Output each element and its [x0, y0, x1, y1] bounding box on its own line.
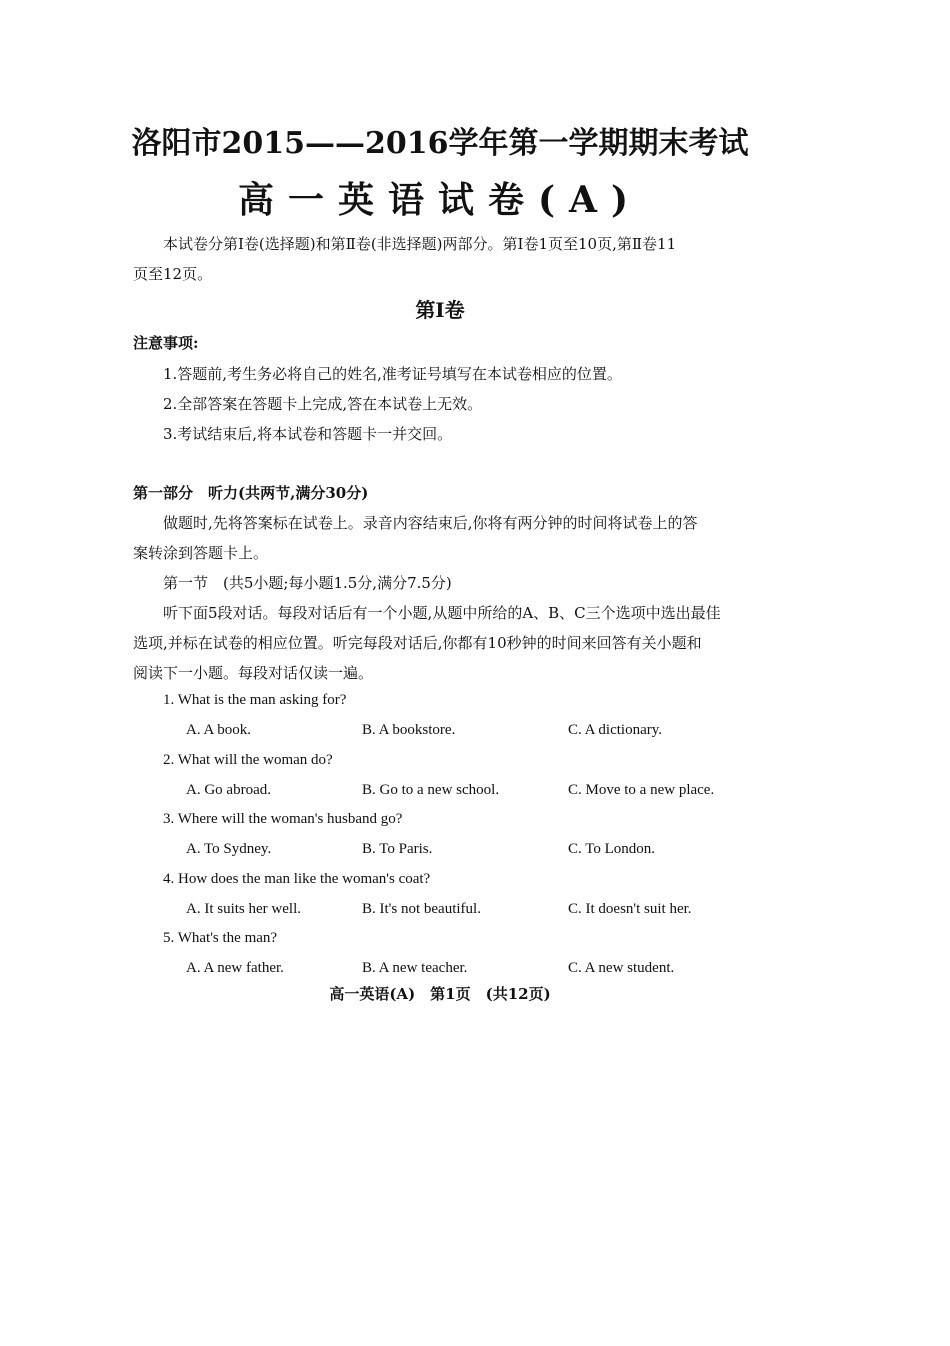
part1-heading: 第一部分 听力(共两节,满分30分): [133, 484, 369, 502]
question-1-option-c: C. A dictionary.: [568, 722, 663, 738]
intro-line-2: 页至12页。: [133, 265, 213, 283]
notice-item-1: 1.答题前,考生务必将自己的姓名,准考证号填写在本试卷相应的位置。: [163, 365, 622, 383]
notice-item-3: 3.考试结束后,将本试卷和答题卡一并交回。: [163, 425, 453, 443]
question-2-option-b: B. Go to a new school.: [362, 782, 500, 798]
notice-item-2: 2.全部答案在答题卡上完成,答在本试卷上无效。: [163, 395, 483, 413]
question-4-option-c: C. It doesn't suit her.: [568, 901, 692, 917]
volume-title: 第Ⅰ卷: [415, 298, 465, 322]
page-footer: 高一英语(A) 第1页 (共12页): [329, 985, 551, 1003]
question-2-option-c: C. Move to a new place.: [568, 782, 715, 798]
question-5-option-c: C. A new student.: [568, 960, 675, 976]
exam-subtitle: 高一英语试卷(A): [238, 179, 642, 221]
part1-desc-line-2: 案转涂到答题卡上。: [133, 544, 269, 562]
question-1-option-b: B. A bookstore.: [362, 722, 456, 738]
question-4-option-b: B. It's not beautiful.: [362, 901, 481, 917]
question-3-option-a: A. To Sydney.: [186, 841, 272, 857]
intro-line-1: 本试卷分第Ⅰ卷(选择题)和第Ⅱ卷(非选择题)两部分。第Ⅰ卷1页至10页,第Ⅱ卷11: [163, 235, 677, 253]
question-2: 2. What will the woman do?: [163, 752, 333, 768]
question-4-option-a: A. It suits her well.: [186, 901, 301, 917]
notice-heading: 注意事项:: [133, 334, 199, 352]
instruction-line-2: 选项,并标在试卷的相应位置。听完每段对话后,你都有10秒钟的时间来回答有关小题和: [133, 634, 702, 652]
instruction-line-3: 阅读下一小题。每段对话仅读一遍。: [133, 664, 374, 682]
exam-title: 洛阳市2015——2016学年第一学期期末考试: [131, 126, 749, 161]
question-3: 3. Where will the woman's husband go?: [163, 811, 403, 827]
question-5-option-a: A. A new father.: [186, 960, 284, 976]
question-3-option-c: C. To London.: [568, 841, 656, 857]
instruction-line-1: 听下面5段对话。每段对话后有一个小题,从题中所给的A、B、C三个选项中选出最佳: [163, 604, 721, 622]
question-2-option-a: A. Go abroad.: [186, 782, 271, 798]
section1-heading: 第一节 (共5小题;每小题1.5分,满分7.5分): [163, 574, 452, 592]
question-4: 4. How does the man like the woman's coat?: [163, 871, 431, 887]
question-5: 5. What's the man?: [163, 930, 278, 946]
part1-desc-line-1: 做题时,先将答案标在试卷上。录音内容结束后,你将有两分钟的时间将试卷上的答: [163, 514, 698, 532]
question-1: 1. What is the man asking for?: [163, 692, 347, 708]
question-1-option-a: A. A book.: [186, 722, 252, 738]
question-3-option-b: B. To Paris.: [362, 841, 433, 857]
question-5-option-b: B. A new teacher.: [362, 960, 468, 976]
